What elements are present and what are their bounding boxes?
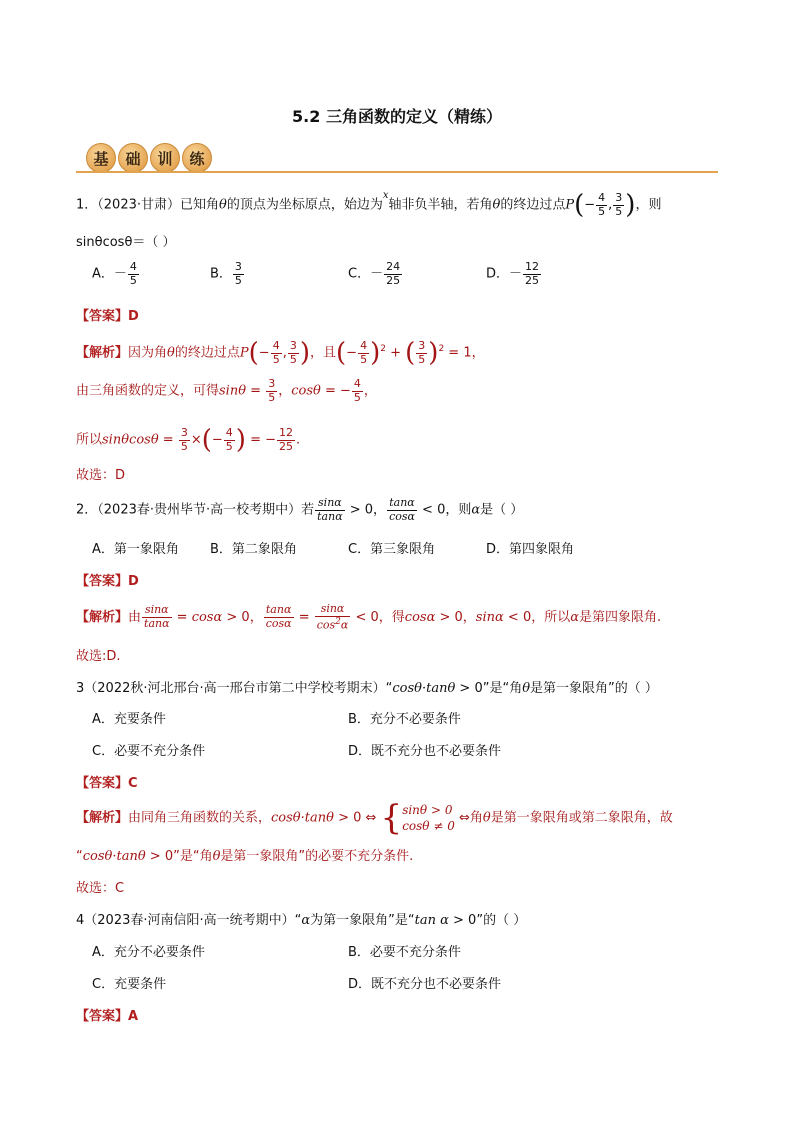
section-divider: [76, 171, 718, 173]
option-b[interactable]: B．充分不必要条件: [348, 712, 461, 727]
option-c[interactable]: C．第三象限角: [348, 542, 436, 557]
banner-char: 基: [86, 143, 116, 173]
page-title: 5.2 三角函数的定义（精练）: [292, 107, 502, 126]
banner-char: 练: [182, 143, 212, 173]
conclusion-3: 故选：C: [76, 881, 125, 896]
option-a[interactable]: A．充要条件: [92, 712, 166, 727]
option-b[interactable]: B． $\frac{3}{5}$: [210, 260, 242, 287]
option-d[interactable]: D．第四象限角: [486, 542, 575, 557]
question-4-stem: 4（2023春·河南信阳·高一统考期中）“α为第一象限角”是“tan α > 0”的（ ）: [76, 913, 527, 928]
answer-1: 【答案】D: [76, 309, 139, 324]
analysis-2: 【解析】由 $\frac{\sin\alpha}{\tan\alpha}$ = cosα > 0， $\frac{\tan\alpha}{\cos\alpha}$ = $\frac{\sin\alpha}{\cos^2\alpha}$ < 0，得cosα > 0，sinα < 0，所以α是第四象限角.: [76, 602, 662, 632]
option-a[interactable]: A．第一象限角: [92, 542, 179, 557]
option-c[interactable]: C．－ $\frac{24}{25}$: [348, 260, 401, 287]
conclusion-1: 故选：D: [76, 468, 126, 483]
option-d[interactable]: D．－ $\frac{12}{25}$: [486, 260, 540, 287]
option-a[interactable]: A．－ $\frac{4}{5}$: [92, 260, 137, 287]
option-b[interactable]: B．第二象限角: [210, 542, 297, 557]
answer-2: 【答案】D: [76, 574, 139, 589]
option-b[interactable]: B．必要不充分条件: [348, 945, 461, 960]
analysis-1-line1: 【解析】因为角θ的终边过点P(− $\frac{4}{5}$ , $\frac{3}{5}$ )，且(− $\frac{4}{5}$ )$^2$ + ( $\frac{3}{5}$ )$^2$ = 1，: [76, 338, 485, 368]
section-banner: [86, 143, 214, 173]
analysis-1-line3: 所以sinθcosθ = $\frac{3}{5}$ ×(− $\frac{4}{5}$ ) = − $\frac{12}{25}$ .: [76, 425, 301, 455]
analysis-1-line2: 由三角函数的定义，可得sinθ = $\frac{3}{5}$ ，cosθ = − $\frac{4}{5}$ ，: [76, 377, 377, 404]
answer-3: 【答案】C: [76, 776, 138, 791]
question-1-stem-line2: sinθcosθ＝（ ）: [76, 235, 176, 250]
option-c[interactable]: C．必要不充分条件: [92, 744, 206, 759]
option-d[interactable]: D．既不充分也不必要条件: [348, 977, 502, 992]
analysis-3-line2: “cosθ·tanθ > 0”是“角θ是第一象限角”的必要不充分条件.: [76, 849, 414, 864]
option-a[interactable]: A．充分不必要条件: [92, 945, 205, 960]
question-2-stem: 2．（2023春·贵州毕节·高一校考期中）若 $\frac{\sin\alpha}{\tan\alpha}$ > 0， $\frac{\tan\alpha}{\cos\alpha}$ < 0，则α是（ ）: [76, 496, 524, 523]
question-1-stem: 1．（2023·甘肃）已知角θ的顶点为坐标原点，始边为$^x$轴非负半轴，若角θ的终边过点P(− $\frac{4}{5}$ , $\frac{3}{5}$ )，则: [76, 190, 662, 220]
option-d[interactable]: D．既不充分也不必要条件: [348, 744, 502, 759]
answer-4: 【答案】A: [76, 1009, 139, 1024]
conclusion-2: 故选:D.: [76, 649, 121, 664]
banner-char: 训: [150, 143, 180, 173]
analysis-3-line1: 【解析】由同角三角函数的关系，cosθ·tanθ > 0 ⇔ {sinθ > 0 cosθ ≠ 0 ⇔角θ是第一象限角或第二象限角，故: [76, 798, 673, 838]
banner-char: 础: [118, 143, 148, 173]
option-c[interactable]: C．充要条件: [92, 977, 167, 992]
question-3-stem: 3（2022秋·河北邢台·高一邢台市第二中学校考期末）“cosθ·tanθ > 0”是“角θ是第一象限角”的（ ）: [76, 681, 658, 696]
